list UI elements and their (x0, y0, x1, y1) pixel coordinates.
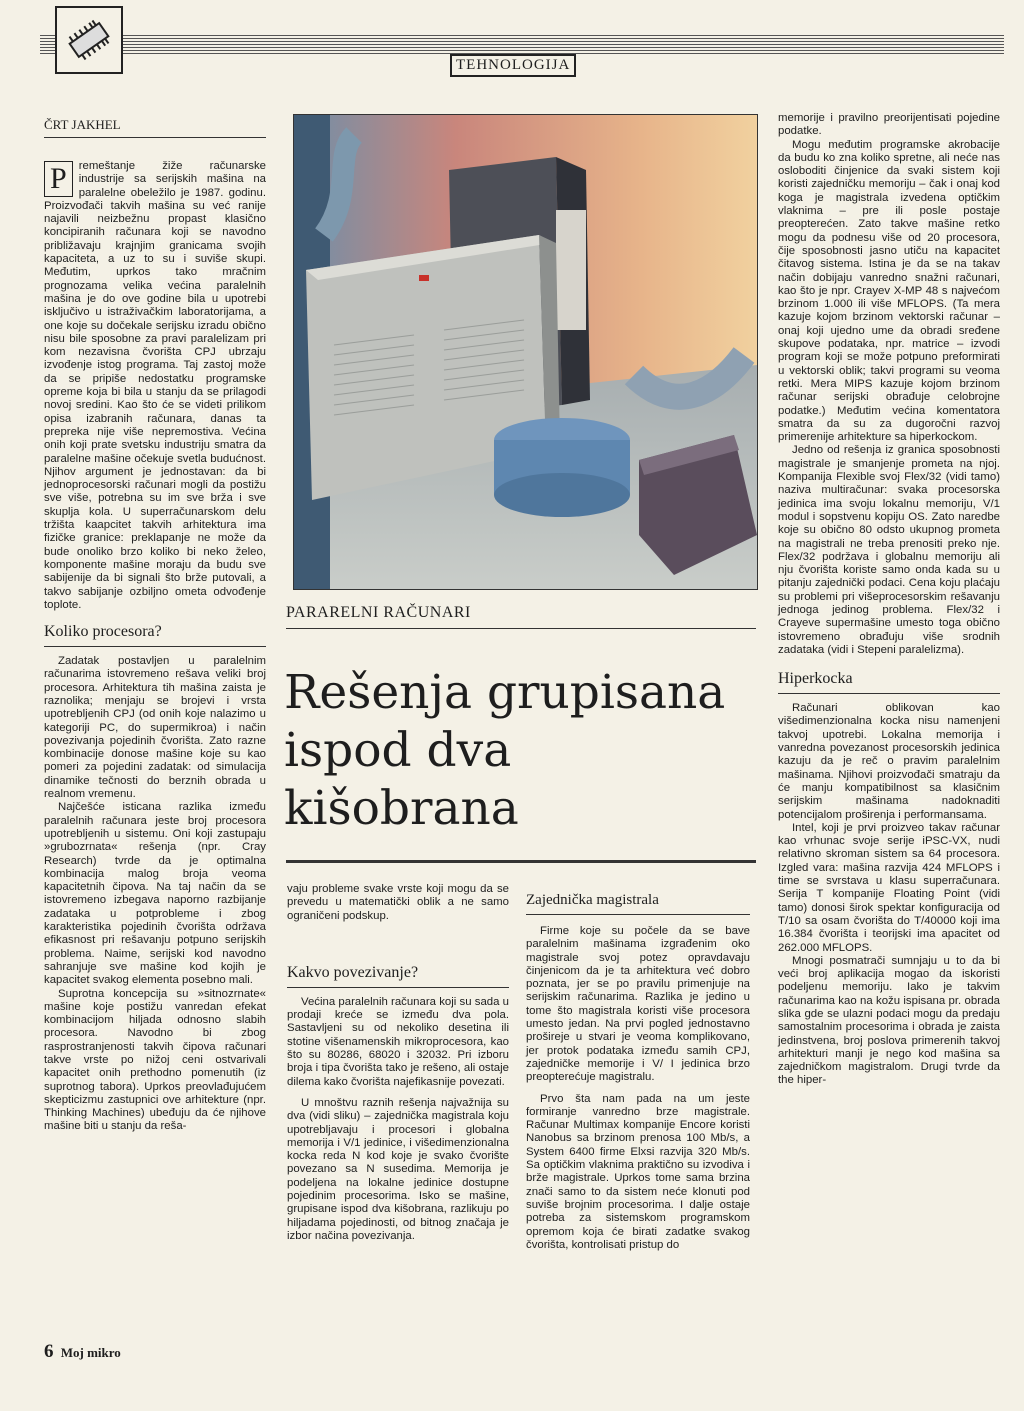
subheading-zajednicka-magistrala: Zajednička magistrala (526, 890, 750, 915)
page-footer (44, 1341, 121, 1363)
column-1 (44, 160, 266, 1134)
subheading-kakvo-povezivanje: Kakvo povezivanje? (287, 963, 509, 988)
headline-rule (286, 860, 756, 863)
paragraph: Računari oblikovan kao višedimenzionalna kocka nisu namenjeni takvoj upotrebi. Lokalna memorija i vanredna povezanost procesorskih jedinica kazuju da je reč o pravim paralelnim mašinama. Njihovi proizvođači smatraju da će manju kompatibilnost sa klasičnim serijskim mašinama nadoknaditi potencijalom proširenja i performansama. (778, 702, 1000, 821)
column-3 (526, 890, 750, 1252)
chip-icon (55, 6, 123, 74)
column-4 (778, 112, 1000, 1088)
paragraph: Najčešće isticana razlika između paralelnih računara jeste broj procesora upotrebljenih u sistemu. Oni koji zastupaju »grubozrnata« rešenja (npr. Cray Research) tvrde da je optimalna kombinacija malog broja veoma kapacitetnih čipova. Na taj način da se istovremeno izbegava naporno razbijanje zadataka u potprobleme i zbog karakteristika pojedinih čvorišta održava efikasnost pri rešavanju potpuno serijskih problema. Naime, serijski kod navodno sahranjuje sve mašine kod kojih je kapacitet svakog elementa posebno mali. (44, 801, 266, 987)
lead-paragraph (44, 160, 266, 612)
page-number: 6 (44, 1341, 54, 1362)
subheading-hiperkocka: Hiperkocka (778, 669, 1000, 694)
paragraph: Firme koje su počele da se bave paralelnim mašinama izgrađenim oko magistrale svoj potez opravdavaju činjenicom da je ta arhitektura već dobro poznata, jer se po pravilu primenjuje na serijskim računarima. Razlika je jedino u tome što magistrala koristi više procesora umesto jedan. Na prvi pogled jednostavno prošireje u stvari je veoma komplikovano, jer protok podataka između samih CPJ, zajedničke memorije i V/ I jedinica brzo preopterećuje magistralu. (526, 925, 750, 1084)
paragraph: vaju probleme svake vrste koji mogu da se prevedu u matematički oblik a ne samo ograničeni podskup. (287, 883, 509, 922)
paragraph: U mnoštvu raznih rešenja najvažnija su dva (vidi sliku) – zajednička magistrala koju upotrebljavaju i procesori i globalna memorija i V/1 jedinice, i višedimenzionalna kocka reda N kod koje je svako čvorište povezano sa N susedima. Memorija je podeljena na lokalne jedinice dostupne pojedinim procesorima. Isko se mašine, grupisane ispod dva kišobrana, razlikuju po hiljadama pojedinosti, od bitnog značaja je izbor načina povezivanja. (287, 1096, 509, 1242)
subheading-koliko-procesora: Koliko procesora? (44, 622, 266, 647)
headline: Rešenja grupisana ispod dva kišobrana (284, 665, 726, 836)
kicker: PARARELNI RAČUNARI (286, 604, 756, 629)
computer-photo (293, 114, 758, 590)
lead-text: remeštanje žiže računarske industrije sa serijskih mašina na paralelne obeležilo je 1987. godinu. Proizvođači takvih mašina su već ranije najavili neizbežnu propast klasično koncipiranih računara koji se navodno približavaju krajnjim granicama svojih kapaciteta, a uz to su i suviše skupi. Međutim, uprkos tako mračnim prognozama velika većina paralelnih mašina je do ove godine bila u upotrebi isključivo u istraživačkim laboratorijama, a one koje su dočekale serijsku izradu obično nisu bile sposobne za pravi paralelizam pri kom nezavisna čvorišta CPJ ubrzaju izvođenje istog programa. Taj zastoj može da se pripiše nedostatku programske opreme koja bi bila u stanju da se prilagodi novoj sredini. Kao što će se videti prilikom opisa izabranih računara, danas ta prepreka nije više nepremostiva. Većina onih koji prate svetsku industriju smatra da paralelne mašine očekuje svetla budućnost. Njihov argument je jednostavan: da bi jednoprocesorski računari mogli da postižu sve više, potrebna su im sve brža i sve skuplja kola. U superračunarskom delu tržišta kaapcitet takvih arhitektura ima fizičke granice: preklapanje ne može da bude onoliko brzo koliko bi neko želeo, komponente mašine moraju da budu sve sabijenije da bi signali što brže putovali, a takvo sabijanje ozbiljno ometa odvođenje toplote. (44, 160, 266, 611)
paragraph: Mnogi posmatrači sumnjaju u to da bi veći broj aplikacija mogao da iskoristi podeljenu memoriju. Iako je takvim računarima kao na kožu ispisana pr. obrada slika gde se ulazni podaci mogu da predaju samostalnim procesorima i obrada je zaista jedinstvena, broj poslova primerenih takvoj arhitekturi manji je nego kod mašina sa zajedničkom magistralom. Drugi tvrde da the hiper- (778, 954, 1000, 1087)
magazine-name: Moj mikro (60, 1345, 121, 1360)
paragraph: Većina paralelnih računara koji su sada u prodaji kreće se između dva pola. Sastavljeni su od nekoliko desetina ili stotine višenamenskih mikroprocesora, kao što su 80286, 68020 i 32032. Pri izboru broja i tipa čvorišta tako je rešeno, ali ostaje dilema kako čvorišta najefikasnije povezati. (287, 995, 509, 1088)
paragraph: Jedno od rešenja iz granica sposobnosti magistrale je smanjenje prometa na njoj. Kompanija Flexible svoj Flex/32 (vidi tamo) naziva multiračunar: svaka procesorska jedinica ima svoju lokalnu memoriju, V/1 modul i sopstvenu kopiju OS. Zato naredbe koje su obično 80 odsto ukupnog prometa na magistrali ne treba prenositi preko nje. Flex/32 podržava i globalnu memoriju ali nju čvorišta koriste samo onda kada su u pitanju zajednički podaci. Cena koju plaćaju su problemi pri višeprocesorskim rešavanju jednoga jedinog problema. Flex/32 i Crayeve supermašine umesto toga obično istovremeno obrađuju više srodnih zadataka (vidi i Stepeni paralelizma). (778, 444, 1000, 656)
paragraph: Prvo šta nam pada na um jeste formiranje vanredno brze magistrale. Računar Multimax kompanije Encore koristi Nanobus sa brzinom prenosa 100 Mb/s, a System 6400 firme Elxsi razvija 320 Mb/s. Sa optičkim vlaknima praktično su izvodiva i brže magistrale. Uprkos tome sama brzina znači samo to da sistem neće klonuti pod suviše brojnim procesorima. I dalje ostaje potreba za sistemskom programskom opremom koja će birati zadatke svakog čvorišta, kontrolisati pristup do (526, 1092, 750, 1251)
paragraph: Mogu međutim programske akrobacije da budu ko zna koliko spretne, ali neće nas osloboditi činjenice da svaki sistem koji koristi zajedničku memoriju – čak i onaj kod koga je magistrala izvedena optičkim vlaknima – pre ili posle postaje preopterećen. Zato takve mašine retko mogu da podnesu više od 20 procesora, čije sposobnosti jasno utiču na kapacitet čitavog sistema. Istina je da se na takav način dobijaju vanredno snažni računari, kao što je npr. Crayev X-MP 48 s najvećom brzinom 1.000 ili više MFLOPS. (Ta mera kazuje kojom brzinom vektorski računar – onaj koji ujedno ume da obradi sređene skupove podataka, npr. matrice – izvodi program koji se može potpuno preformirati u vektorski oblik; takvi programi su veoma retki. Mera MIPS kazuje kojom brzinom računar serijski obrađuje celobrojne podatke.) Međutim većina komentatora smatra da su za dugoročni razvoj primerenije arhitekture sa hiperkockom. (778, 138, 1000, 444)
paragraph: Zadatak postavljen u paralelnim računarima istovremeno rešava veliki broj procesora. Arhitektura tih mašina zaista je raznolika; menjaju se brojevi i vrsta upotrebljenih CPJ (od onih koje nalazimo u kategoriji PC, do supermikroa) i način povezivanja pojedinih čvorišta. Zato razne kombinacije donose mašine koje su kao pomeri za pojedini zadatak: od simulacija dinamike tečnosti do berznih obrada u realnom vremenu. (44, 655, 266, 801)
author-byline: ČRT JAKHEL (44, 117, 266, 138)
paragraph: Intel, koji je prvi proizveo takav računar kao vrhunac svoje serije iPSC-VX, nudi relativno skroman sistem sa 64 procesora. Izgled vara: mašina razvija 424 MFLOPS i time se svrstava u klasu superračunara. Serija T kompanije Floating Point (vidi tamo) donosi širok spektar konfiguracija od T/10 sa osam čvorišta do T/40000 koji ima 16.384 čvorišta i teorijski ima apacitet od 262.000 MFLOPS. (778, 821, 1000, 954)
paragraph: memorije i pravilno preorijentisati pojedine podatke. (778, 112, 1000, 138)
section-label: TEHNOLOGIJA (450, 54, 576, 77)
paragraph: Suprotna koncepcija su »sitnozrnate« mašine koje postižu vanredan efekat kombinacijom hiljada odnosno slabih procesora. Navodno bi zbog rasprostranjenosti takvih čipova računari takve vrste po nižoj ceni ostvarivali kapacitet onih prethodno pomenutih (iz suprotnog tabora). Uprkos preovlađujućem skepticizmu zastupnici ove arhitekture (npr. Thinking Machines) ubeđuju da će njihove mašine biti u stanju da reša- (44, 987, 266, 1133)
column-2 (287, 883, 509, 1243)
drop-cap: P (44, 161, 73, 197)
header-stripe (40, 34, 1004, 54)
